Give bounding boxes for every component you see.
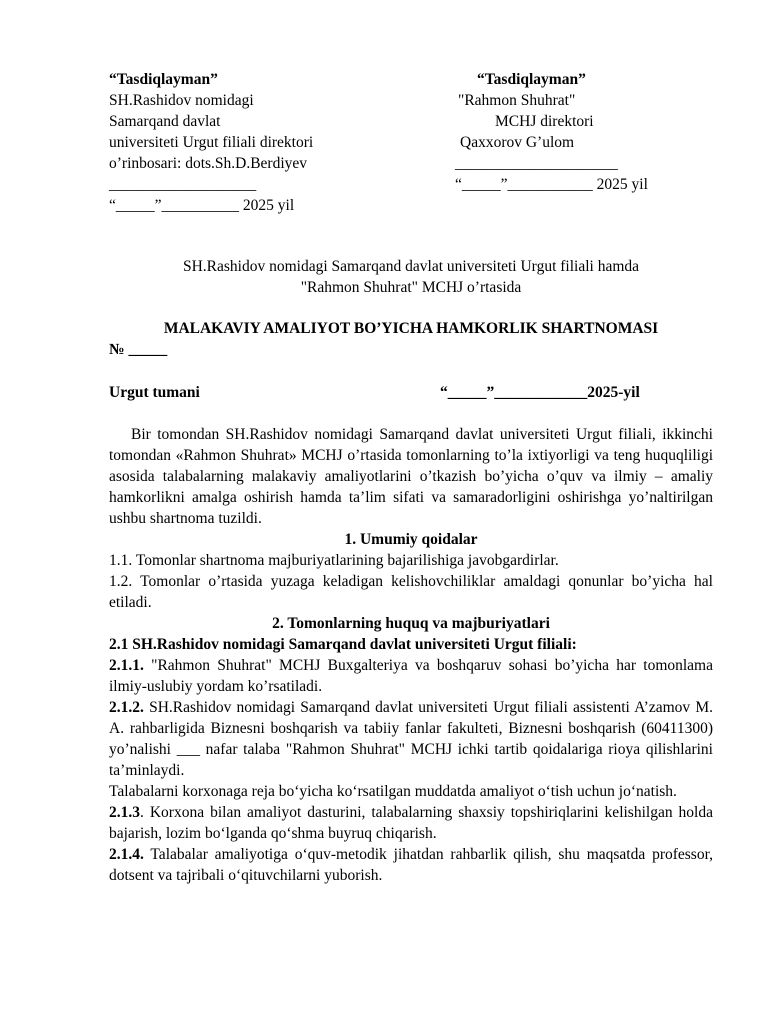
approval-left-heading: “Tasdiqlayman” [109,71,218,88]
section-2-1-subheading: 2.1 SH.Rashidov nomidagi Samarqand davlat universiteti Urgut filiali: [109,636,577,653]
clause-2-1-1 [109,655,713,697]
clause-1-2: 1.2. Tomonlar o’rtasida yuzaga keladigan kelishovchiliklar amaldagi qonunlar bo’yicha hal etiladi. [109,573,713,611]
clause-2-1-2-continued [109,781,713,802]
approval-right-line: "Rahmon Shuhrat" [458,92,576,109]
clause-number: 2.1.3 [109,804,140,821]
approval-right-heading: “Tasdiqlayman” [477,71,586,88]
clause-2-1-4 [109,844,713,886]
approval-left-line: Samarqand davlat [109,113,221,130]
contract-number: № _____ [109,341,168,358]
clause-number: 2.1.4. [109,846,144,863]
intro-line: "Rahmon Shuhrat" MCHJ o’rtasida [300,279,522,296]
clause-text: "Rahmon Shuhrat" MCHJ Buxgalteriya va boshqaruv sohasi bo’yicha har tomonlama ilmiy-uslubiy yordam ko’rsatiladi. [109,657,713,695]
approval-left-line: o’rinbosari: dots.Sh.D.Berdiyev [109,155,308,172]
clause-1-1: 1.1. Tomonlar shartnoma majburiyatlarining bajarilishiga javobgardirlar. [109,552,559,569]
approval-right-line: MCHJ direktori [495,113,594,130]
approval-right-signature-line: _____________________ [455,155,618,172]
approval-right-line: Qaxxorov G’ulom [460,134,575,151]
clause-text: SH.Rashidov nomidagi Samarqand davlat universiteti Urgut filiali assistenti A’zamov M. A. rahbarligida Biznesni boshqarish va tabiiy fanlar fakulteti, Biznesni boshqarish (60411300) yo’nalishi ___ nafar talaba "Rahmon Shuhrat" MCHJ ichki tartib qoidalariga rioya qilishlarini ta’minlaydi. [109,699,713,779]
approval-left-line: universiteti Urgut filiali direktori [109,134,314,151]
contract-title-text: MALAKAVIY AMALIYOT BO’YICHA HAMKORLIK SHARTNOMASI [163,320,659,337]
clause-number: 2.1.2. [109,699,144,716]
approval-left-date-line: “_____”__________ 2025 yil [109,197,295,214]
preamble-paragraph: Bir tomondan SH.Rashidov nomidagi Samarqand davlat universiteti Urgut filiali, ikkinchi tomondan «Rahmon Shuhrat» MCHJ o’rtasida tomonlarning to’la ixtiyorligi va teng huquqliligi asosida talabalarning malakaviy amaliyotlarini o’tkazish bo’yicha o’quv va ilmiy – amaliy hamkorlikni amalga oshirish hamda ta’lim sifati va samaradorligini oshirishga yo’naltirilgan ushbu shartnoma tuzildi. [109,426,713,527]
approval-blocks [0,69,768,219]
date-line: “_____”____________2025-yil [440,384,640,401]
clause-text: Talabalarni korxonaga reja bo‘yicha ko‘rsatilgan muddatda amaliyot o‘tish uchun jo‘natish. [109,783,677,800]
approval-right-date-line: “_____”___________ 2025 yil [455,176,648,193]
contract-title [109,318,713,360]
intro-line: SH.Rashidov nomidagi Samarqand davlat universiteti Urgut filiali hamda [182,258,640,275]
clause-text: . Korxona bilan amaliyot dasturini, talabalarning shaxsiy topshiriqlarini kelishilgan holda bajarish, lozim bo‘lganda qo‘shma buyruq chiqarish. [109,804,713,842]
clause-2-1-3 [109,802,713,844]
intro-heading [109,256,713,298]
section-2-heading: 2. Tomonlarning huquq va majburiyatlari [272,615,550,632]
contract-body [109,424,713,886]
section-1-heading: 1. Umumiy qoidalar [344,531,478,548]
approval-right [455,69,648,195]
clause-number: 2.1.1. [109,657,144,674]
clause-2-1-2 [109,697,713,781]
approval-left-signature-line: ___________________ [109,176,257,193]
clause-text: Talabalar amaliyotiga o‘quv-metodik jihatdan rahbarlik qilish, shu maqsatda professor, dotsent va tajribali o‘qituvchilarni yuborish. [109,846,713,884]
approval-left [109,69,313,216]
approval-left-line: SH.Rashidov nomidagi [109,92,254,109]
place-label: Urgut tumani [109,384,200,401]
